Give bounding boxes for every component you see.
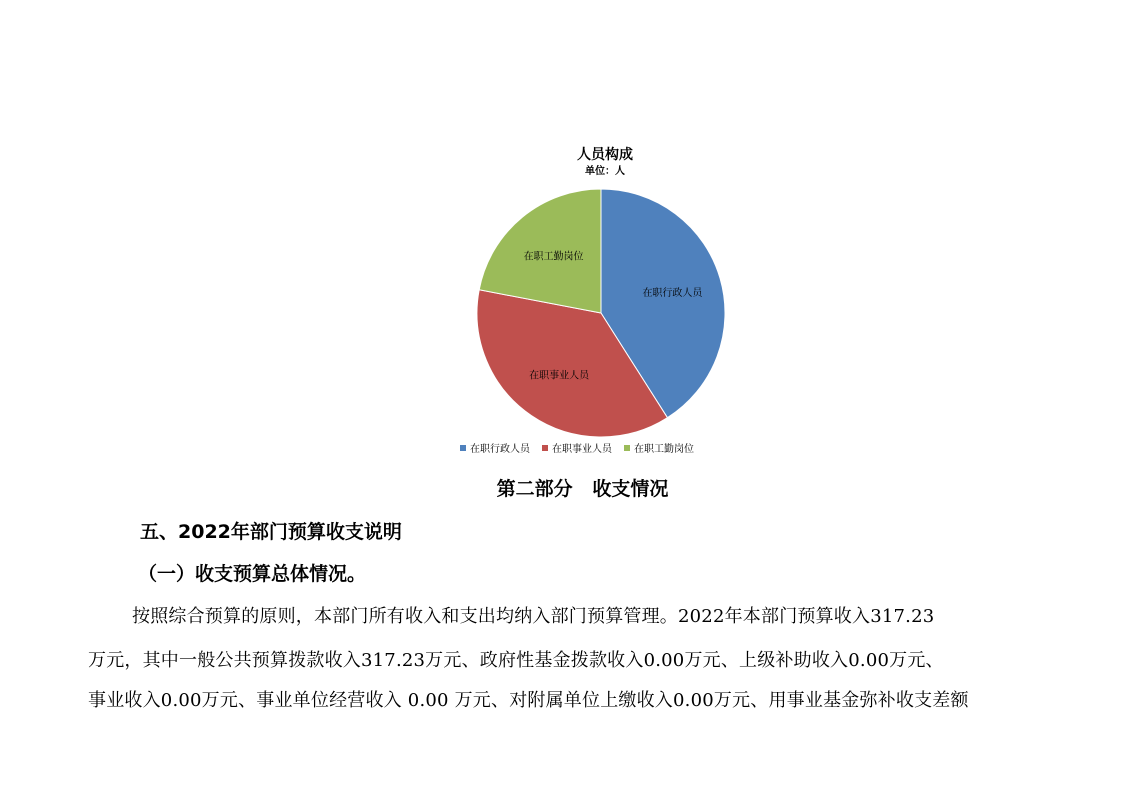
pie-svg [455,138,755,463]
legend-label: 在职行政人员 [470,444,530,455]
legend-swatch [542,445,548,451]
slice-label: 在职工勤岗位 [523,251,584,263]
legend-swatch [460,445,466,451]
subsection-heading: （一）收支预算总体情况。 [138,563,367,585]
legend-label: 在职事业人员 [552,444,612,455]
pie-chart [455,138,755,463]
part-heading: 第二部分 收支情况 [496,478,669,500]
legend-item [624,440,694,455]
legend-label: 在职工勤岗位 [634,444,694,455]
paragraph-line: 按照综合预算的原则，本部门所有收入和支出均纳入部门预算管理。2022年本部门预算收入317.23 [132,606,935,627]
legend-item [460,440,530,455]
chart-legend [460,440,760,455]
slice-label: 在职行政人员 [642,288,703,300]
slice-label: 在职事业人员 [529,370,590,382]
chart-title: 人员构成 [577,147,633,163]
paragraph-line: 事业收入0.00万元、事业单位经营收入 0.00 万元、对附属单位上缴收入0.00万元、用事业基金弥补收支差额 [88,690,969,711]
legend-item [542,440,612,455]
section-heading: 五、2022年部门预算收支说明 [140,521,402,543]
chart-subtitle: 单位：人 [585,166,625,177]
legend-swatch [624,445,630,451]
paragraph-line: 万元，其中一般公共预算拨款收入317.23万元、政府性基金拨款收入0.00万元、上级补助收入0.00万元、 [88,650,944,671]
